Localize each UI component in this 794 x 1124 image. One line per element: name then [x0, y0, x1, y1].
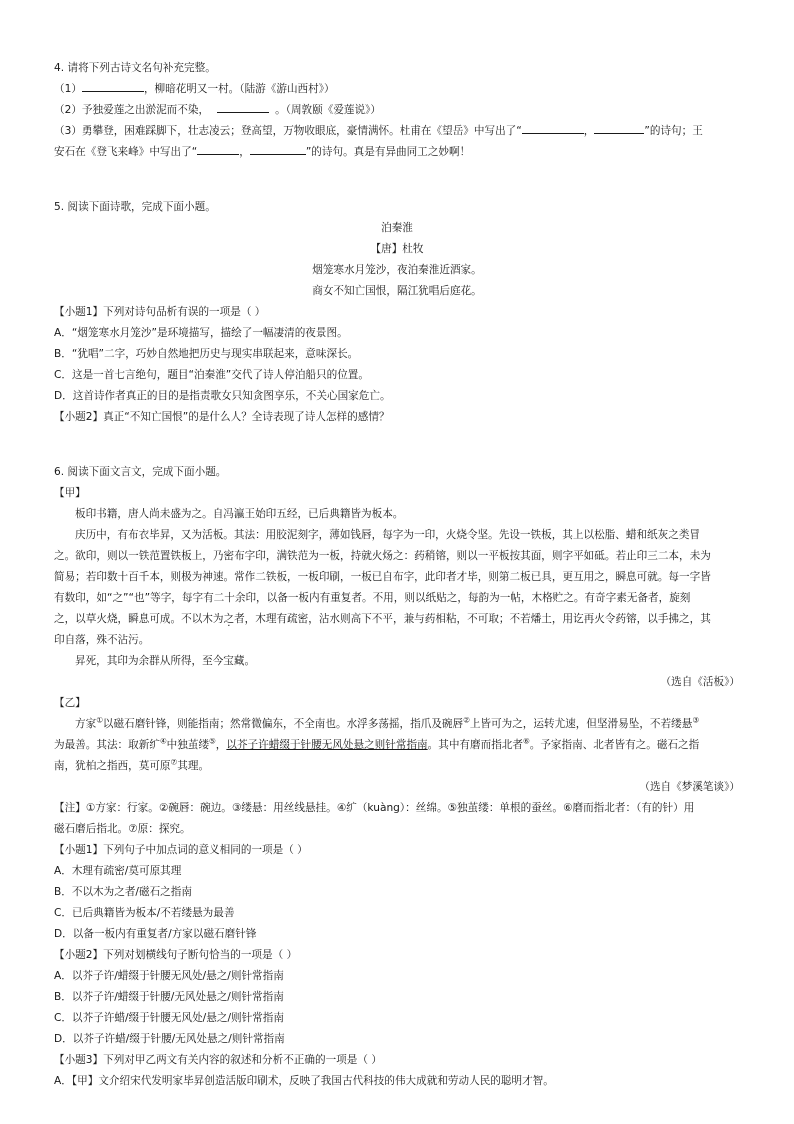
- underlined-sentence: 以芥子许蜡缀于针腰无风处悬之则针常指南: [226, 739, 428, 751]
- passage-line: 之，以草火烧，瞬息可成。不以木为之者，木理有疏密，沾水则高下不平，兼与药相粘，不可取；不若燔土，用讫再火令药镕，以手拂之，其: [54, 613, 711, 625]
- q6-subquestion-1: 【小题1】下列句子中加点词的意义相同的一项是（ ）: [54, 844, 308, 856]
- option-c[interactable]: C．以芥子许蜡/缀于针腰无风处/悬之/则针常指南: [54, 1012, 284, 1024]
- option-a[interactable]: A．木理有疏密/莫可原其理: [54, 865, 182, 877]
- option-d[interactable]: D．这首诗作者真正的目的是指责歌女只知贪图享乐，不关心国家危亡。: [54, 390, 391, 402]
- option-c[interactable]: C．这是一首七言绝句，题目“泊秦淮”交代了诗人停泊船只的位置。: [54, 369, 369, 381]
- poem-author: 【唐】杜牧: [370, 243, 424, 255]
- q6-subquestion-2: 【小题2】下列对划横线句子断句恰当的一项是（ ）: [54, 949, 298, 961]
- q4-item-1: （1） ，柳暗花明又一村。（陆游《游山西村》）: [54, 79, 740, 100]
- source-citation: （选自《梦溪笔谈》）: [639, 781, 740, 793]
- footnote: 【注】①方家：行家。②碗唇：碗边。③缕悬：用丝线悬挂。④纩（kuàng）：丝绵。⑤独茧缕：单根的蚕丝。⑥磨而指北者：（有的针）用: [54, 802, 695, 814]
- q6-subquestion-3: 【小题3】下列对甲乙两文有关内容的叙述和分析不正确的一项是（ ）: [54, 1054, 382, 1066]
- q4-item-2: （2）予独爱莲之出淤泥而不染， 。（周敦颐《爱莲说》）: [54, 100, 740, 121]
- poem-title: 泊秦淮: [381, 222, 413, 234]
- answer-blank[interactable]: [197, 142, 239, 155]
- option-c[interactable]: C．已后典籍皆为板本/不若缕悬为最善: [54, 907, 235, 919]
- passage-line: 南，犹柏之指西，莫可原⑦其理。: [54, 757, 210, 772]
- passage-line: 简易；若印数十百千本，则极为神速。常作二铁板，一板印刷，一板已自布字，此印者才毕，则第二板已具，更互用之，瞬息可就。每一字皆: [54, 571, 711, 583]
- option-a[interactable]: A．以芥子许/蜡缀于针腰无风处/悬之/则针常指南: [54, 970, 284, 982]
- option-d[interactable]: D．以芥子许蜡/缀于针腰/无风处悬之/则针常指南: [54, 1033, 285, 1045]
- answer-blank[interactable]: [250, 142, 306, 155]
- passage-paragraph: 方家①以磁石磨针锋，则能指南；然常微偏东，不全南也。水浮多荡摇，指爪及碗唇②上皆可为之，运转尤速，但坚滑易坠，不若缕悬③: [75, 715, 700, 730]
- option-b[interactable]: B．“犹唱”二字，巧妙自然地把历史与现实串联起来，意味深长。: [54, 348, 359, 360]
- q4-item-3: （3）勇攀登，困难踩脚下，壮志凌云；登高望，万物收眼底，豪情满怀。杜甫在《望岳》中写出了“ ， ”的诗句；王: [54, 121, 740, 142]
- option-b[interactable]: B．不以木为之者/磁石之指南: [54, 886, 192, 898]
- option-a[interactable]: A．“烟笼寒水月笼沙”是环境描写，描绘了一幅凄清的夜景图。: [54, 327, 348, 339]
- q5-title: 5. 阅读下面诗歌，完成下面小题。: [54, 201, 216, 213]
- q4-item-3-cont: 安石在《登飞来峰》中写出了“ ， ”的诗句。真是有异曲同工之妙啊！: [54, 142, 740, 163]
- answer-blank[interactable]: [82, 79, 144, 92]
- passage-paragraph: 昇死，其印为余群从所得，至今宝藏。: [75, 655, 256, 667]
- q5-subquestion-1: 【小题1】下列对诗句品析有误的一项是（ ）: [54, 306, 266, 318]
- passage-paragraph: 板印书籍，唐人尚未盛为之。自冯瀛王始印五经，已后典籍皆为板本。: [75, 508, 404, 520]
- passage-line: 有数印，如“之”“也”等字，每字有二十余印，以备一板内有重复者。不用，则以纸贴之，每韵为一帖，木格贮之。有奇字素无备者，旋刻: [54, 592, 691, 604]
- q4-title: 4. 请将下列古诗文名句补充完整。: [54, 62, 216, 74]
- q5-subquestion-2: 【小题2】真正“不知亡国恨”的是什么人？全诗表现了诗人怎样的感情？: [54, 411, 390, 423]
- option-d[interactable]: D．以备一板内有重复者/方家以磁石磨针锋: [54, 928, 257, 940]
- passage-line: 之。欲印，则以一铁范置铁板上，乃密布字印，满铁范为一板，持就火炀之：药稍镕，则以一平板按其面，则字平如砥。若止印三二本，未为: [54, 550, 711, 562]
- option-b[interactable]: B．以芥子许/蜡缀于针腰/无风处悬之/则针常指南: [54, 991, 284, 1003]
- poem-line: 商女不知亡国恨，隔江犹唱后庭花。: [312, 285, 482, 297]
- passage-line: 为最善。其法：取新纩④中独茧缕⑤，以芥子许蜡缀于针腰无风处悬之则针常指南。其中有磨而指北者⑥。予家指南、北者皆有之。磁石之指: [54, 736, 700, 751]
- passage-line: 印自落，殊不沾污。: [54, 634, 150, 646]
- passage-paragraph: 庆历中，有布衣毕昇，又为活板。其法：用胶泥刻字，薄如钱唇，每字为一印，火烧令坚。先设一铁板，其上以松脂、蜡和纸灰之类冒: [75, 529, 701, 541]
- section-label-jia: 【甲】: [54, 487, 86, 499]
- source-citation: （选自《活板》）: [660, 676, 740, 688]
- answer-blank[interactable]: [594, 121, 644, 134]
- option-a[interactable]: A．【甲】文介绍宋代发明家毕昇创造活版印刷术，反映了我国古代科技的伟大成就和劳动人民的聪明才智。: [54, 1075, 554, 1087]
- footnote: 磁石磨后指北。⑦原：探究。: [54, 823, 191, 835]
- poem-line: 烟笼寒水月笼沙，夜泊秦淮近酒家。: [312, 264, 482, 276]
- answer-blank[interactable]: [522, 121, 584, 134]
- q6-title: 6. 阅读下面文言文，完成下面小题。: [54, 466, 227, 478]
- dotted-word: 之: [223, 613, 235, 625]
- section-label-yi: 【乙】: [54, 697, 86, 709]
- document-page: [54, 58, 740, 1092]
- answer-blank[interactable]: [217, 100, 269, 113]
